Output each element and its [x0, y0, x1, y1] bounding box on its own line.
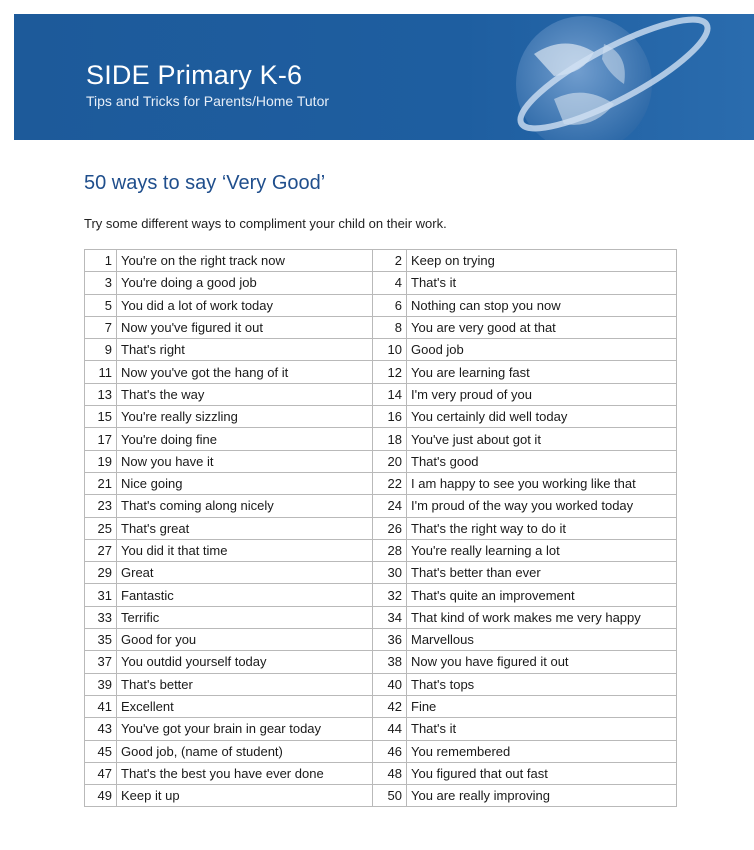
phrase-number: 26	[373, 517, 407, 539]
table-row	[85, 584, 677, 606]
phrase-text: You are learning fast	[407, 361, 677, 383]
phrase-number: 3	[85, 272, 117, 294]
table-row	[85, 361, 677, 383]
phrase-text: That's it	[407, 272, 677, 294]
table-row	[85, 495, 677, 517]
table-row	[85, 539, 677, 561]
phrase-text: That's it	[407, 718, 677, 740]
phrase-text: You are very good at that	[407, 316, 677, 338]
phrase-number: 33	[85, 606, 117, 628]
phrase-number: 23	[85, 495, 117, 517]
phrase-text: You're doing a good job	[117, 272, 373, 294]
phrase-number: 9	[85, 339, 117, 361]
phrase-text: You're doing fine	[117, 428, 373, 450]
phrase-number: 32	[373, 584, 407, 606]
table-row	[85, 629, 677, 651]
table-row	[85, 250, 677, 272]
phrase-number: 2	[373, 250, 407, 272]
phrase-number: 11	[85, 361, 117, 383]
phrase-number: 10	[373, 339, 407, 361]
phrase-text: That's better	[117, 673, 373, 695]
phrase-number: 18	[373, 428, 407, 450]
table-row	[85, 673, 677, 695]
phrase-number: 12	[373, 361, 407, 383]
phrase-number: 14	[373, 383, 407, 405]
phrase-number: 1	[85, 250, 117, 272]
phrase-text: Keep on trying	[407, 250, 677, 272]
table-row	[85, 339, 677, 361]
phrase-number: 38	[373, 651, 407, 673]
phrase-text: You did it that time	[117, 539, 373, 561]
header-banner	[14, 14, 754, 140]
phrase-number: 40	[373, 673, 407, 695]
phrase-number: 44	[373, 718, 407, 740]
table-row	[85, 785, 677, 807]
phrase-text: You're really sizzling	[117, 406, 373, 428]
phrase-text: Keep it up	[117, 785, 373, 807]
phrase-number: 21	[85, 472, 117, 494]
phrase-number: 15	[85, 406, 117, 428]
phrase-number: 35	[85, 629, 117, 651]
phrase-number: 29	[85, 562, 117, 584]
phrase-number: 24	[373, 495, 407, 517]
table-row	[85, 718, 677, 740]
phrase-text: That kind of work makes me very happy	[407, 606, 677, 628]
phrase-text: You've got your brain in gear today	[117, 718, 373, 740]
phrase-text: I'm very proud of you	[407, 383, 677, 405]
phrase-text: Good job, (name of student)	[117, 740, 373, 762]
table-row	[85, 562, 677, 584]
table-row	[85, 651, 677, 673]
phrase-text: That's the right way to do it	[407, 517, 677, 539]
table-row	[85, 517, 677, 539]
phrase-number: 46	[373, 740, 407, 762]
table-row	[85, 272, 677, 294]
phrase-text: That's the way	[117, 383, 373, 405]
phrase-number: 8	[373, 316, 407, 338]
phrase-number: 50	[373, 785, 407, 807]
phrase-text: I'm proud of the way you worked today	[407, 495, 677, 517]
phrase-number: 36	[373, 629, 407, 651]
phrase-number: 4	[373, 272, 407, 294]
phrase-number: 34	[373, 606, 407, 628]
phrase-number: 6	[373, 294, 407, 316]
phrase-text: That's the best you have ever done	[117, 762, 373, 784]
table-row	[85, 606, 677, 628]
phrase-number: 17	[85, 428, 117, 450]
phrase-number: 20	[373, 450, 407, 472]
phrase-text: Marvellous	[407, 629, 677, 651]
phrase-text: Now you have figured it out	[407, 651, 677, 673]
phrase-number: 27	[85, 539, 117, 561]
phrase-number: 13	[85, 383, 117, 405]
phrase-text: Terrific	[117, 606, 373, 628]
banner-subtitle: Tips and Tricks for Parents/Home Tutor	[86, 93, 330, 109]
table-row	[85, 450, 677, 472]
phrase-number: 49	[85, 785, 117, 807]
phrase-number: 45	[85, 740, 117, 762]
phrase-text: You're really learning a lot	[407, 539, 677, 561]
phrase-text: You certainly did well today	[407, 406, 677, 428]
phrase-number: 7	[85, 316, 117, 338]
banner-title: SIDE Primary K-6	[86, 60, 303, 90]
phrase-number: 19	[85, 450, 117, 472]
phrase-number: 25	[85, 517, 117, 539]
phrase-number: 16	[373, 406, 407, 428]
phrase-number: 41	[85, 695, 117, 717]
table-row	[85, 406, 677, 428]
table-row	[85, 294, 677, 316]
phrase-number: 30	[373, 562, 407, 584]
phrase-text: That's tops	[407, 673, 677, 695]
phrase-text: That's coming along nicely	[117, 495, 373, 517]
phrases-table	[84, 249, 677, 807]
phrase-text: That's better than ever	[407, 562, 677, 584]
table-row	[85, 316, 677, 338]
phrase-text: Fine	[407, 695, 677, 717]
phrase-text: You've just about got it	[407, 428, 677, 450]
table-row	[85, 428, 677, 450]
table-row	[85, 762, 677, 784]
phrase-text: You are really improving	[407, 785, 677, 807]
phrase-text: That's great	[117, 517, 373, 539]
phrase-number: 42	[373, 695, 407, 717]
page-heading: 50 ways to say ‘Very Good’	[84, 172, 326, 194]
phrase-number: 28	[373, 539, 407, 561]
phrase-text: You figured that out fast	[407, 762, 677, 784]
phrase-text: Now you've figured it out	[117, 316, 373, 338]
phrase-number: 5	[85, 294, 117, 316]
phrase-text: That's right	[117, 339, 373, 361]
phrase-number: 31	[85, 584, 117, 606]
phrase-number: 22	[373, 472, 407, 494]
phrase-text: Good for you	[117, 629, 373, 651]
phrase-text: Nice going	[117, 472, 373, 494]
phrase-text: You did a lot of work today	[117, 294, 373, 316]
phrase-text: That's good	[407, 450, 677, 472]
table-row	[85, 740, 677, 762]
table-row	[85, 383, 677, 405]
phrase-text: Nothing can stop you now	[407, 294, 677, 316]
phrase-text: You're on the right track now	[117, 250, 373, 272]
phrase-text: Now you've got the hang of it	[117, 361, 373, 383]
phrase-text: Great	[117, 562, 373, 584]
phrase-number: 39	[85, 673, 117, 695]
phrase-text: Good job	[407, 339, 677, 361]
phrase-number: 43	[85, 718, 117, 740]
phrase-text: You outdid yourself today	[117, 651, 373, 673]
phrase-text: Fantastic	[117, 584, 373, 606]
globe-logo-icon	[494, 14, 754, 140]
phrase-text: Now you have it	[117, 450, 373, 472]
phrase-text: Excellent	[117, 695, 373, 717]
table-row	[85, 695, 677, 717]
phrase-text: That's quite an improvement	[407, 584, 677, 606]
table-row	[85, 472, 677, 494]
phrase-text: You remembered	[407, 740, 677, 762]
phrase-number: 48	[373, 762, 407, 784]
phrase-number: 37	[85, 651, 117, 673]
intro-text: Try some different ways to compliment your child on their work.	[84, 216, 447, 231]
phrase-text: I am happy to see you working like that	[407, 472, 677, 494]
phrase-number: 47	[85, 762, 117, 784]
